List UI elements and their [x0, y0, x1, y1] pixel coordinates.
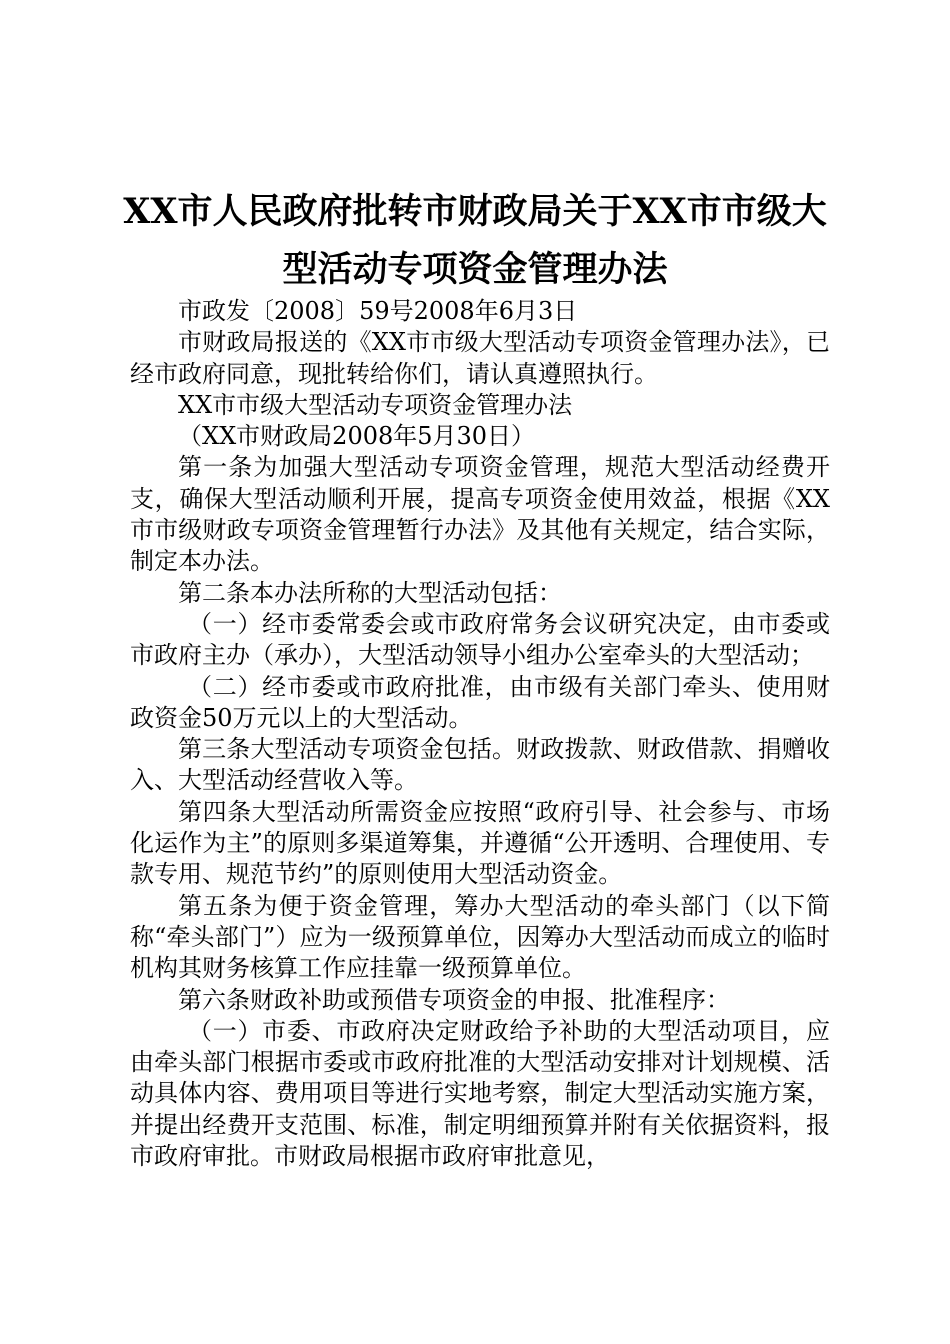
paragraph-article-2: 第二条本办法所称的大型活动包括：	[178, 578, 562, 607]
paragraph-approval-notice: 市财政局报送的《XX市市级大型活动专项资金管理办法》，已经市政府同意，现批转给你们，请认真遵照执行。	[130, 328, 830, 388]
paragraph-article-5: 第五条为便于资金管理，筹办大型活动的牵头部门（以下简称“牵头部门”）应为一级预算单位，因筹办大型活动而成立的临时机构其财务核算工作应挂靠一级预算单位。	[130, 891, 830, 983]
document-body	[130, 296, 830, 1172]
paragraph-article-3: 第三条大型活动专项资金包括。财政拨款、财政借款、捐赠收入、大型活动经营收入等。	[130, 735, 830, 795]
paragraph-article-4: 第四条大型活动所需资金应按照“政府引导、社会参与、市场化运作为主”的原则多渠道筹集，并遵循“公开透明、合理使用、专款专用、规范节约”的原则使用大型活动资金。	[130, 797, 830, 889]
paragraph-article-2-item-1: （一）经市委常委会或市政府常务会议研究决定，由市委或市政府主办（承办），大型活动领导小组办公室牵头的大型活动；	[130, 609, 830, 670]
document-title-line-2: 型活动专项资金管理办法	[282, 249, 668, 290]
document-number-line: 市政发〔2008〕59号2008年6月3日	[178, 297, 578, 325]
paragraph-article-2-item-2: （二）经市委或市政府批准，由市级有关部门牵头、使用财政资金50万元以上的大型活动。	[130, 672, 830, 732]
paragraph-article-6: 第六条财政补助或预借专项资金的申报、批准程序：	[178, 985, 730, 1014]
paragraph-measures-title: XX市市级大型活动专项资金管理办法	[178, 390, 573, 419]
document-title-line-1: XX市人民政府批转市财政局关于XX市市级大	[123, 191, 827, 232]
paragraph-issuer-date: （XX市财政局2008年5月30日）	[178, 422, 536, 451]
paragraph-article-6-item-1: （一）市委、市政府决定财政给予补助的大型活动项目，应由牵头部门根据市委或市政府批准的大型活动安排对计划规模、活动具体内容、费用项目等进行实地考察，制定大型活动实施方案，并提出经费开支范围、标准，制定明细预算并附有关依据资料，报市政府审批。市财政局根据市政府审批意见，	[130, 1016, 830, 1171]
paragraph-article-1: 第一条为加强大型活动专项资金管理，规范大型活动经费开支，确保大型活动顺利开展，提高专项资金使用效益，根据《XX市市级财政专项资金管理暂行办法》及其他有关规定，结合实际，制定本办法。	[130, 453, 830, 576]
